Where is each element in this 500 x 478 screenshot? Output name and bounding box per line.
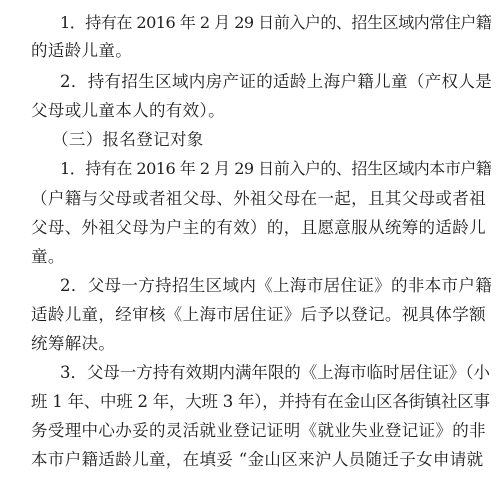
reg-item-2-line-1: 2．父母一方持招生区域内《上海市居住证》的非本市户籍 [60, 276, 493, 295]
reg-item-3-line-4: 本市户籍适龄儿童，在填妥 “金山区来沪人员随迁子女申请就 [31, 450, 484, 469]
reg-item-2-line-2: 适龄儿童，经审核《上海市居住证》后予以登记。视具体学额 [31, 305, 486, 324]
item-2-line-2: 父母或儿童本人的有效）。 [31, 101, 225, 120]
section-heading: （三）报名登记对象 [52, 130, 204, 149]
reg-item-1-line-2: （户籍与父母或者祖父母、外祖父母在一起，且其父母或者祖 [31, 189, 486, 208]
reg-item-3-line-3: 务受理中心办妥的灵活就业登记证明《就业失业登记证》的非 [31, 421, 486, 440]
item-2-line-1: 2．持有招生区域内房产证的适龄上海户籍儿童（产权人是 [60, 72, 493, 91]
item-1-line-2: 的适龄儿童。 [31, 41, 133, 60]
reg-item-3-line-1: 3．父母一方持有效期内满年限的《上海市临时居住证》（小 [60, 363, 490, 382]
reg-item-1-line-3: 父母、外祖父母为户主的有效）的，且愿意服从统筹的适龄儿 [31, 218, 486, 237]
reg-item-2-line-3: 统筹解决。 [31, 334, 116, 353]
reg-item-1-line-4: 童。 [31, 247, 65, 266]
reg-item-1-line-1: 1．持有在 2016 年 2 月 29 日前入户的、招生区域内本市户籍 [60, 159, 492, 178]
item-1-line-1: 1．持有在 2016 年 2 月 29 日前入户的、招生区域内常住户籍 [60, 13, 492, 32]
reg-item-3-line-2: 班 1 年、中班 2 年，大班 3 年），并持有在金山区各街镇社区事 [31, 392, 490, 411]
